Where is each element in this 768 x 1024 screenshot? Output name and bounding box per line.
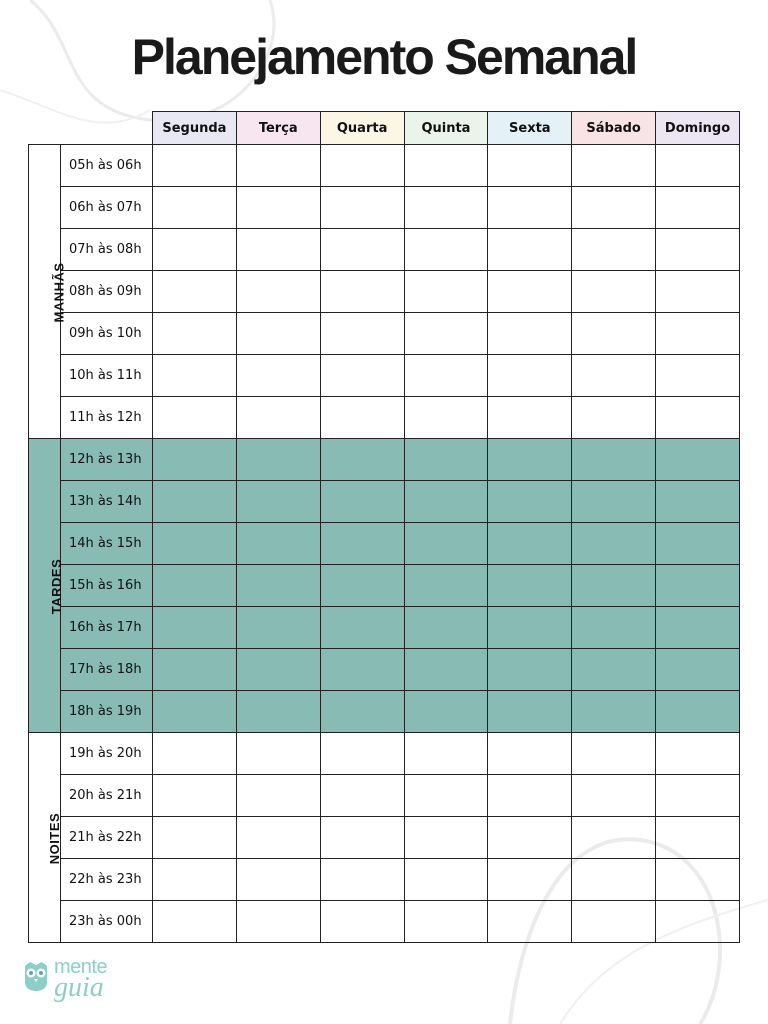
planner-cell[interactable] (236, 229, 320, 271)
planner-cell[interactable] (404, 229, 488, 271)
planner-cell[interactable] (320, 145, 404, 187)
planner-cell[interactable] (404, 271, 488, 313)
planner-cell[interactable] (488, 607, 572, 649)
planner-cell[interactable] (656, 313, 740, 355)
planner-cell[interactable] (153, 901, 237, 943)
time-row (29, 355, 740, 397)
planner-cell[interactable] (572, 691, 656, 733)
planner-cell[interactable] (404, 439, 488, 481)
time-slot-label: 21h às 22h (61, 817, 153, 859)
planner-cell[interactable] (488, 229, 572, 271)
planner-cell[interactable] (236, 355, 320, 397)
time-row (29, 691, 740, 733)
time-row (29, 523, 740, 565)
planner-cell[interactable] (320, 775, 404, 817)
planner-cell[interactable] (656, 439, 740, 481)
planner-cell[interactable] (488, 523, 572, 565)
period-label: NOITES (47, 812, 63, 865)
planner-cell[interactable] (656, 145, 740, 187)
planner-cell[interactable] (572, 607, 656, 649)
planner-cell[interactable] (320, 733, 404, 775)
planner-cell[interactable] (236, 397, 320, 439)
planner-cell[interactable] (488, 901, 572, 943)
planner-cell[interactable] (656, 565, 740, 607)
planner-cell[interactable] (153, 439, 237, 481)
period-label: TARDES (49, 558, 65, 615)
planner-cell[interactable] (404, 565, 488, 607)
planner-cell[interactable] (656, 817, 740, 859)
planner-cell[interactable] (404, 145, 488, 187)
time-row (29, 649, 740, 691)
planner-cell[interactable] (236, 775, 320, 817)
day-header-6: Domingo (656, 112, 740, 145)
planner-cell[interactable] (572, 775, 656, 817)
planner-cell[interactable] (488, 397, 572, 439)
planner-cell[interactable] (656, 775, 740, 817)
planner-cell[interactable] (404, 607, 488, 649)
planner-cell[interactable] (404, 649, 488, 691)
planner-cell[interactable] (236, 481, 320, 523)
logo-text-mente: mente (54, 956, 108, 978)
planner-cell[interactable] (656, 901, 740, 943)
planner-cell[interactable] (656, 271, 740, 313)
planner-cell[interactable] (572, 859, 656, 901)
planner-cell[interactable] (572, 649, 656, 691)
planner-cell[interactable] (153, 355, 237, 397)
planner-cell[interactable] (572, 397, 656, 439)
planner-cell[interactable] (488, 859, 572, 901)
planner-cell[interactable] (656, 229, 740, 271)
planner-cell[interactable] (404, 187, 488, 229)
planner-cell[interactable] (153, 607, 237, 649)
time-slot-label: 17h às 18h (61, 649, 153, 691)
planner-cell[interactable] (320, 439, 404, 481)
planner-cell[interactable] (320, 565, 404, 607)
time-row (29, 817, 740, 859)
planner-cell[interactable] (656, 733, 740, 775)
planner-cell[interactable] (236, 523, 320, 565)
time-slot-label: 13h às 14h (61, 481, 153, 523)
planner-cell[interactable] (488, 733, 572, 775)
time-row (29, 439, 740, 481)
time-row (29, 145, 740, 187)
planner-cell[interactable] (320, 229, 404, 271)
planner-cell[interactable] (320, 481, 404, 523)
period-0 (29, 145, 67, 439)
planner-cell[interactable] (236, 439, 320, 481)
planner-cell[interactable] (320, 187, 404, 229)
time-row (29, 397, 740, 439)
planner-cell[interactable] (404, 481, 488, 523)
time-row (29, 733, 740, 775)
planner-cell[interactable] (488, 145, 572, 187)
logo-text-guia: guia (54, 972, 104, 1003)
planner-cell[interactable] (236, 313, 320, 355)
planner-cell[interactable] (572, 817, 656, 859)
planner-cell[interactable] (656, 481, 740, 523)
planner-cell[interactable] (236, 187, 320, 229)
planner-cell[interactable] (404, 523, 488, 565)
planner-cell[interactable] (656, 187, 740, 229)
planner-cell[interactable] (572, 187, 656, 229)
planner-cell[interactable] (572, 145, 656, 187)
time-slot-label: 07h às 08h (61, 229, 153, 271)
time-slot-label: 20h às 21h (61, 775, 153, 817)
planner-cell[interactable] (572, 523, 656, 565)
time-slot-label: 11h às 12h (61, 397, 153, 439)
time-row (29, 271, 740, 313)
time-slot-label: 19h às 20h (61, 733, 153, 775)
planner-cell[interactable] (320, 313, 404, 355)
planner-cell[interactable] (488, 439, 572, 481)
time-row (29, 313, 740, 355)
planner-cell[interactable] (656, 859, 740, 901)
day-header-2: Quarta (320, 112, 404, 145)
planner-cell[interactable] (236, 733, 320, 775)
time-row (29, 565, 740, 607)
time-row (29, 901, 740, 943)
planner-cell[interactable] (320, 901, 404, 943)
time-row (29, 859, 740, 901)
time-row (29, 187, 740, 229)
planner-cell[interactable] (153, 229, 237, 271)
planner-cell[interactable] (404, 901, 488, 943)
planner-cell[interactable] (488, 313, 572, 355)
planner-cell[interactable] (572, 733, 656, 775)
page-title: Planejamento Semanal (131, 29, 637, 85)
planner-cell[interactable] (320, 859, 404, 901)
planner-cell[interactable] (572, 313, 656, 355)
planner-cell[interactable] (153, 691, 237, 733)
planner-cell[interactable] (153, 187, 237, 229)
planner-cell[interactable] (404, 313, 488, 355)
day-header-4: Sexta (488, 112, 572, 145)
time-slot-label: 05h às 06h (61, 145, 153, 187)
planner-cell[interactable] (656, 355, 740, 397)
planner-cell[interactable] (153, 733, 237, 775)
planner-cell[interactable] (404, 817, 488, 859)
time-row (29, 775, 740, 817)
planner-cell[interactable] (488, 691, 572, 733)
time-slot-label: 15h às 16h (61, 565, 153, 607)
planner-cell[interactable] (236, 607, 320, 649)
planner-cell[interactable] (572, 229, 656, 271)
planner-cell[interactable] (656, 607, 740, 649)
period-1 (29, 439, 65, 733)
owl-icon (22, 960, 50, 992)
planner-cell[interactable] (572, 481, 656, 523)
planner-cell[interactable] (656, 397, 740, 439)
period-2 (29, 733, 61, 943)
planner-cell[interactable] (404, 859, 488, 901)
planner-cell[interactable] (488, 355, 572, 397)
time-slot-label: 09h às 10h (61, 313, 153, 355)
planner-cell[interactable] (153, 775, 237, 817)
planner-cell[interactable] (153, 565, 237, 607)
planner-cell[interactable] (153, 313, 237, 355)
time-row (29, 229, 740, 271)
time-slot-label: 18h às 19h (61, 691, 153, 733)
planner-cell[interactable] (572, 439, 656, 481)
period-label: MANHÃS (51, 262, 67, 323)
time-row (29, 607, 740, 649)
planner-cell[interactable] (572, 565, 656, 607)
planner-cell[interactable] (236, 901, 320, 943)
planner-cell[interactable] (488, 649, 572, 691)
time-slot-label: 14h às 15h (61, 523, 153, 565)
planner-cell[interactable] (236, 565, 320, 607)
planner-cell[interactable] (488, 481, 572, 523)
planner-cell[interactable] (404, 397, 488, 439)
planner-cell[interactable] (320, 355, 404, 397)
planner-cell[interactable] (153, 523, 237, 565)
planner-cell[interactable] (320, 649, 404, 691)
planner-cell[interactable] (656, 691, 740, 733)
weekly-planner-table (28, 111, 740, 943)
planner-cell[interactable] (320, 271, 404, 313)
time-slot-label: 12h às 13h (61, 439, 153, 481)
day-header-5: Sábado (572, 112, 656, 145)
time-slot-label: 08h às 09h (61, 271, 153, 313)
time-slot-label: 10h às 11h (61, 355, 153, 397)
planner-cell[interactable] (153, 145, 237, 187)
planner-cell[interactable] (320, 397, 404, 439)
day-header-1: Terça (236, 112, 320, 145)
brand-logo (22, 956, 142, 1006)
planner-cell[interactable] (236, 691, 320, 733)
planner-cell[interactable] (488, 775, 572, 817)
planner-cell[interactable] (404, 733, 488, 775)
planner-cell[interactable] (320, 523, 404, 565)
planner-cell[interactable] (404, 355, 488, 397)
planner-cell[interactable] (488, 187, 572, 229)
planner-cell[interactable] (488, 271, 572, 313)
planner-cell[interactable] (236, 649, 320, 691)
planner-cell[interactable] (153, 271, 237, 313)
planner-cell[interactable] (236, 145, 320, 187)
day-header-row (29, 112, 740, 145)
planner-cell[interactable] (572, 901, 656, 943)
time-slot-label: 16h às 17h (61, 607, 153, 649)
planner-cell[interactable] (320, 817, 404, 859)
planner-cell[interactable] (153, 817, 237, 859)
planner-cell[interactable] (236, 817, 320, 859)
planner-cell[interactable] (153, 649, 237, 691)
header-corner (29, 112, 153, 145)
planner-cell[interactable] (153, 397, 237, 439)
time-slot-label: 22h às 23h (61, 859, 153, 901)
planner-cell[interactable] (488, 565, 572, 607)
planner-cell[interactable] (153, 481, 237, 523)
day-header-0: Segunda (153, 112, 237, 145)
planner-cell[interactable] (488, 817, 572, 859)
time-slot-label: 23h às 00h (61, 901, 153, 943)
time-row (29, 481, 740, 523)
planner-cell[interactable] (236, 271, 320, 313)
planner-cell[interactable] (404, 691, 488, 733)
planner-cell[interactable] (572, 355, 656, 397)
planner-cell[interactable] (404, 775, 488, 817)
planner-cell[interactable] (656, 649, 740, 691)
planner-cell[interactable] (656, 523, 740, 565)
planner-cell[interactable] (572, 271, 656, 313)
planner-cell[interactable] (320, 607, 404, 649)
planner-cell[interactable] (320, 691, 404, 733)
planner-cell[interactable] (236, 859, 320, 901)
time-slot-label: 06h às 07h (61, 187, 153, 229)
planner-cell[interactable] (153, 859, 237, 901)
day-header-3: Quinta (404, 112, 488, 145)
